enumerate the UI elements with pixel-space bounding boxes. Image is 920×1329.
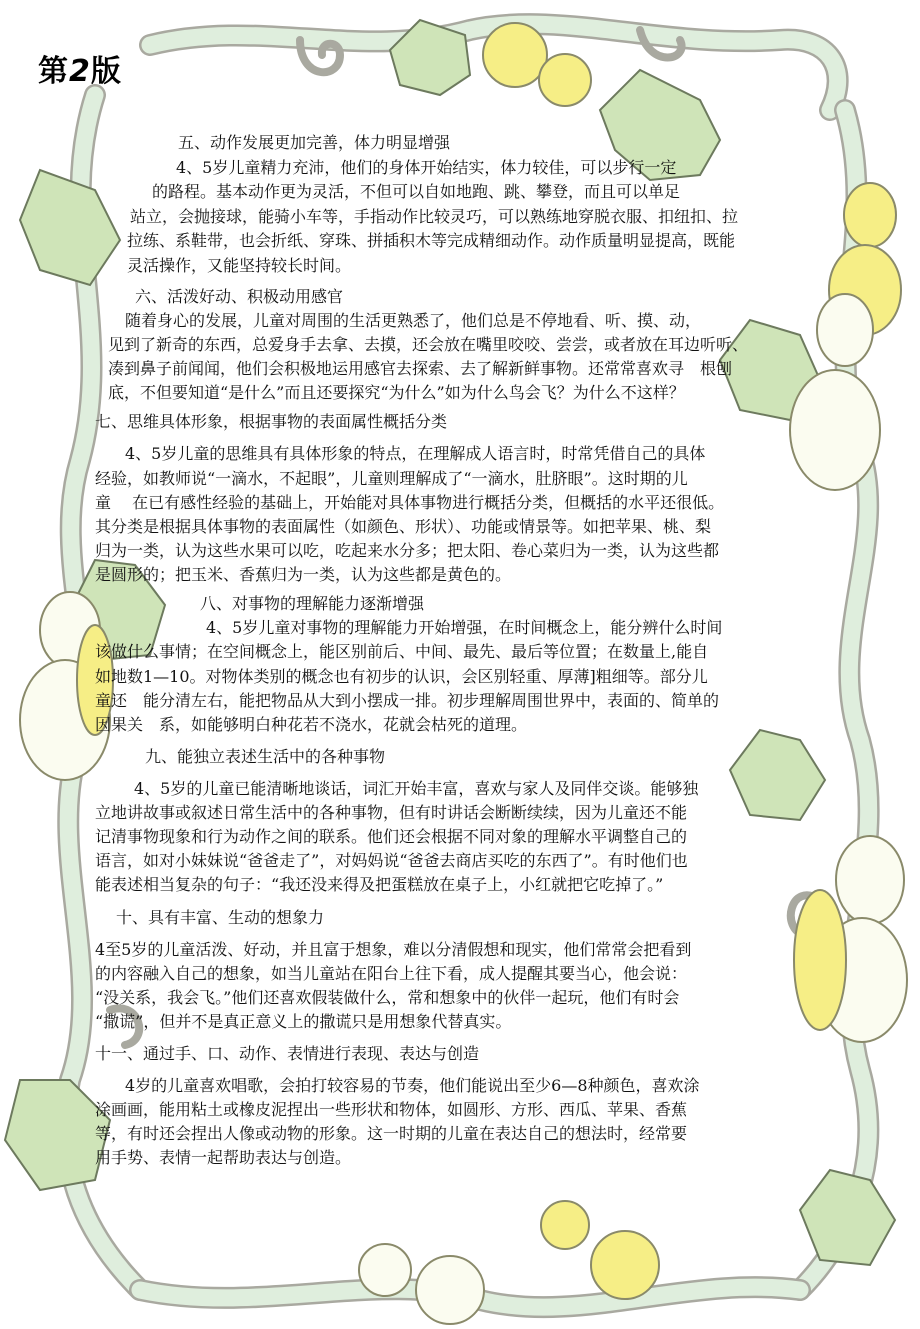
paragraph-line: 凑到鼻子前闻闻，他们会积极地运用感官去探索、去了解新鲜事物。还常常喜欢寻 根刨 bbox=[108, 359, 733, 378]
paragraph-line: 站立，会抛接球，能骑小车等，手指动作比较灵巧，可以熟练地穿脱衣服、扣纽扣、拉 bbox=[130, 207, 739, 226]
paragraph-line: 随着身心的发展，儿童对周围的生活更熟悉了，他们总是不停地看、听、摸、动， bbox=[125, 311, 702, 330]
leaf-right-lower bbox=[730, 730, 825, 820]
paragraph-line: 立地讲故事或叙述日常生活中的各种事物，但有时讲话会断断续续，因为儿童还不能 bbox=[95, 803, 688, 822]
paragraph-line: 拉练、系鞋带，也会折纸、穿珠、拼插积木等完成精细动作。动作质量明显提高，既能 bbox=[127, 231, 736, 250]
paragraph-line: 语言，如对小妹妹说“爸爸走了”，对妈妈说“爸爸去商店买吃的东西了”。有时他们也 bbox=[95, 851, 688, 870]
paragraph-line: 童 在已有感性经验的基础上，开始能对具体事物进行概括分类，但概括的水平还很低。 bbox=[95, 493, 725, 512]
heading-7: 七、思维具体形象，根据事物的表面属性概括分类 bbox=[95, 412, 448, 431]
paragraph-line: 的路程。基本动作更为灵活，不但可以自如地跑、跳、攀登，而且可以单足 bbox=[152, 182, 681, 201]
paragraph-line: 底，不但要知道“是什么”而且还要探究“为什么”如为什么鸟会飞？为什么不这样？ bbox=[108, 383, 685, 402]
gourd-right-lower-yellow bbox=[794, 890, 846, 1030]
heading-8: 八、对事物的理解能力逐渐增强 bbox=[200, 594, 425, 613]
paragraph-line: 因果关 系，如能够明白种花若不浇水，花就会枯死的道理。 bbox=[95, 715, 528, 734]
paragraph-line: 等，有时还会捏出人像或动物的形象。这一时期的儿童在表达自己的想法时，经常要 bbox=[95, 1124, 688, 1143]
heading-5: 五、动作发展更加完善，体力明显增强 bbox=[178, 133, 451, 152]
paragraph-line: 其分类是根据具体事物的表面属性（如颜色、形状）、功能或情景等。如把苹果、桃、梨 bbox=[95, 517, 712, 536]
leaf-left-upper bbox=[20, 170, 120, 285]
paragraph-line: “撒谎”，但并不是真正意义上的撒谎只是用想象代替真实。 bbox=[95, 1012, 512, 1031]
heading-6: 六、活泼好动、积极动用感官 bbox=[135, 287, 344, 306]
paragraph-line: “没关系，我会飞。”他们还喜欢假装做什么，常和想象中的伙伴一起玩，他们有时会 bbox=[95, 988, 680, 1007]
page-label-number: 2 bbox=[69, 54, 91, 89]
paragraph-line: 涂画画，能用粘土或橡皮泥捏出一些形状和物体，如圆形、方形、西瓜、苹果、香蕉 bbox=[95, 1100, 688, 1119]
paragraph-line: 记清事物现象和行为动作之间的联系。他们还会根据不同对象的理解水平调整自己的 bbox=[95, 827, 688, 846]
heading-9: 九、能独立表述生活中的各种事物 bbox=[145, 747, 386, 766]
paragraph-line: 4、5岁儿童的思维具有具体形象的特点，在理解成人语言时，时常凭借自己的具体 bbox=[125, 444, 706, 463]
leaf-bottom-right bbox=[800, 1170, 895, 1265]
paragraph-line: 用手势、表情一起帮助表达与创造。 bbox=[95, 1148, 352, 1167]
paragraph-line: 童还 能分清左右，能把物品从大到小摆成一排。初步理解周围世界中，表面的、简单的 bbox=[95, 691, 720, 710]
gourd-right-white bbox=[790, 294, 880, 490]
gourd-bottom-white bbox=[359, 1244, 484, 1324]
paragraph-line: 灵活操作，又能坚持较长时间。 bbox=[127, 256, 352, 275]
paragraph-line: 4、5岁儿童精力充沛，他们的身体开始结实，体力较佳，可以步行一定 bbox=[176, 158, 677, 177]
paragraph-line: 是圆形的；把玉米、香蕉归为一类，认为这些都是黄色的。 bbox=[95, 565, 512, 584]
paragraph-line: 归为一类，认为这些水果可以吃，吃起来水分多；把太阳、卷心菜归为一类，认为这些都 bbox=[95, 541, 720, 560]
heading-10: 十、具有丰富、生动的想象力 bbox=[116, 908, 325, 927]
paragraph-line: 见到了新奇的东西，总爱身手去拿、去摸，还会放在嘴里咬咬、尝尝，或者放在耳边听听、 bbox=[108, 335, 749, 354]
paragraph-line: 经验，如教师说“一滴水，不起眼”，儿童则理解成了“一滴水，肚脐眼”。这时期的儿 bbox=[95, 469, 688, 488]
paragraph-line: 的内容融入自己的想象，如当儿童站在阳台上往下看，成人提醒其要当心，他会说： bbox=[95, 964, 688, 983]
paragraph-line: 能表述相当复杂的句子：“我还没来得及把蛋糕放在桌子上，小红就把它吃掉了。” bbox=[95, 875, 664, 894]
paragraph-line: 该做什么事情；在空间概念上，能区别前后、中间、最先、最后等位置；在数量上,能自 bbox=[95, 642, 709, 661]
page-label-suffix: 版 bbox=[90, 54, 122, 89]
gourd-bottom-yellow bbox=[541, 1201, 659, 1299]
page-number-label bbox=[38, 46, 122, 90]
paragraph-line: 4至5岁的儿童活泼、好动，并且富于想象，难以分清假想和现实，他们常常会把看到 bbox=[95, 940, 692, 959]
heading-11: 十一、通过手、口、动作、表情进行表现、表达与创造 bbox=[95, 1044, 480, 1063]
paragraph-line: 4、5岁儿童对事物的理解能力开始增强，在时间概念上，能分辨什么时间 bbox=[206, 618, 723, 637]
paragraph-line: 如地数1—10。对物体类别的概念也有初步的认识，会区别轻重、厚薄]粗细等。部分儿 bbox=[95, 667, 708, 686]
page-label-prefix: 第 bbox=[38, 54, 69, 89]
paragraph-line: 4、5岁的儿童已能清晰地谈话，词汇开始丰富，喜欢与家人及同伴交谈。能够独 bbox=[134, 779, 699, 798]
paragraph-line: 4岁的儿童喜欢唱歌，会拍打较容易的节奏，他们能说出至少6—8种颜色，喜欢涂 bbox=[125, 1076, 700, 1095]
